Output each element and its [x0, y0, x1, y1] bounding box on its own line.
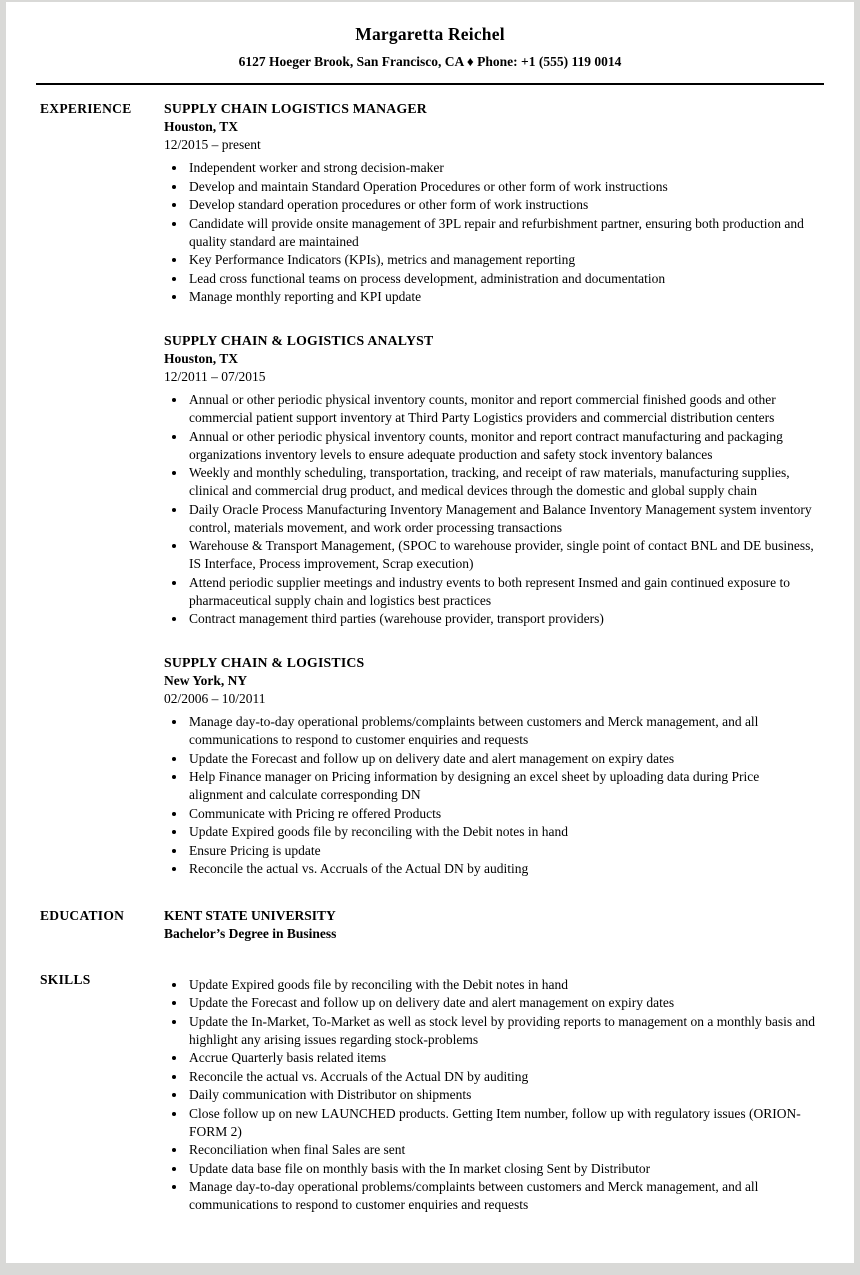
- section-content-education: [164, 907, 820, 943]
- section-label-education: EDUCATION: [40, 907, 125, 923]
- job-bullet-item: • Lead cross functional teams on process development, administration and documentation: [187, 270, 816, 288]
- job-bullet-item: • Update Expired goods file by reconciling with the Debit notes in hand: [187, 823, 816, 841]
- education-school: KENT STATE UNIVERSITY: [164, 907, 336, 923]
- job-location: Houston, TX: [164, 351, 239, 366]
- skill-bullet-item: • Manage day-to-day operational problems/complaints between customers and Merck management, and all communications to respond to customer enquiries and requests: [187, 1178, 816, 1214]
- job-bullet-item: • Ensure Pricing is update: [187, 842, 816, 860]
- section-education: [40, 907, 820, 943]
- job-bullet-item: • Key Performance Indicators (KPIs), metrics and management reporting: [187, 251, 816, 269]
- section-label-skills: SKILLS: [40, 971, 91, 987]
- job-bullet-item: • Develop and maintain Standard Operation Procedures or other form of work instructions: [187, 178, 816, 196]
- job-bullet-list: [164, 391, 816, 628]
- skill-bullet-item: • Reconciliation when final Sales are sent: [187, 1141, 816, 1159]
- header-divider: [36, 83, 824, 85]
- job-bullet-item: • Manage day-to-day operational problems/complaints between customers and Merck management, and all communications to respond to customer enquiries and requests: [187, 713, 816, 749]
- contact-line: 6127 Hoeger Brook, San Francisco, CA ♦ Phone: +1 (555) 119 0014: [238, 54, 622, 69]
- job-bullet-list: [164, 159, 816, 306]
- education-degree: Bachelor’s Degree in Business: [164, 925, 337, 941]
- job-dates: 12/2015 – present: [164, 137, 261, 152]
- section-experience: [40, 100, 820, 879]
- job-bullet-item: • Warehouse & Transport Management, (SPOC to warehouse provider, single point of contact BNL and DE business, IS Interface, Process improvement, Scrap execution): [187, 537, 816, 573]
- job-bullet-item: • Help Finance manager on Pricing information by designing an excel sheet by uploading data during Price alignment and calculate corresponding DN: [187, 768, 816, 804]
- job-entry: [164, 654, 816, 878]
- job-title: SUPPLY CHAIN & LOGISTICS ANALYST: [164, 333, 434, 348]
- skill-bullet-item: • Update data base file on monthly basis with the In market closing Sent by Distributor: [187, 1160, 816, 1178]
- skill-bullet-item: • Update the Forecast and follow up on delivery date and alert management on expiry dates: [187, 994, 816, 1012]
- job-bullet-item: • Contract management third parties (warehouse provider, transport providers): [187, 610, 816, 628]
- job-bullet-item: • Annual or other periodic physical inventory counts, monitor and report contract manufacturing and packaging organizations inventory levels to ensure adequate production and safety stock inventory balances: [187, 428, 816, 464]
- skill-bullet-item: • Daily communication with Distributor on shipments: [187, 1086, 816, 1104]
- job-bullet-item: • Weekly and monthly scheduling, transportation, tracking, and receipt of raw materials, manufacturing supplies, clinical and commercial drug product, and medical devices through the domestic and global supply chain: [187, 464, 816, 500]
- resume-page: [6, 2, 854, 1263]
- skill-bullet-list: [164, 976, 816, 1215]
- job-bullet-item: • Communicate with Pricing re offered Products: [187, 805, 816, 823]
- job-bullet-list: [164, 713, 816, 878]
- job-bullet-item: • Attend periodic supplier meetings and industry events to both represent Insmed and gain continued exposure to pharmaceutical supply chain and logistics best practices: [187, 574, 816, 610]
- resume-header: [40, 24, 820, 70]
- candidate-name: Margaretta Reichel: [355, 24, 505, 44]
- job-entry: [164, 332, 816, 628]
- job-dates: 12/2011 – 07/2015: [164, 369, 266, 384]
- job-location: New York, NY: [164, 673, 248, 688]
- job-bullet-item: • Independent worker and strong decision-maker: [187, 159, 816, 177]
- section-skills: [40, 971, 820, 1215]
- section-label-experience: EXPERIENCE: [40, 101, 132, 116]
- skill-bullet-item: • Update Expired goods file by reconciling with the Debit notes in hand: [187, 976, 816, 994]
- job-bullet-item: • Update the Forecast and follow up on delivery date and alert management on expiry dates: [187, 750, 816, 768]
- resume-body: [40, 100, 820, 1215]
- skill-bullet-item: • Update the In-Market, To-Market as well as stock level by providing reports to management on a monthly basis and highlight any arising issues regarding stock-problems: [187, 1013, 816, 1049]
- skill-bullet-item: • Reconcile the actual vs. Accruals of the Actual DN by auditing: [187, 1068, 816, 1086]
- job-location: Houston, TX: [164, 119, 239, 134]
- section-content-experience: [164, 100, 820, 879]
- section-content-skills: [164, 971, 820, 1215]
- job-title: SUPPLY CHAIN LOGISTICS MANAGER: [164, 101, 427, 116]
- job-bullet-item: • Annual or other periodic physical inventory counts, monitor and report commercial finished goods and other commercial patient support inventory at Third Party Logistics providers and commercial distribution centers: [187, 391, 816, 427]
- job-bullet-item: • Manage monthly reporting and KPI update: [187, 288, 816, 306]
- job-dates: 02/2006 – 10/2011: [164, 691, 266, 706]
- job-bullet-item: • Daily Oracle Process Manufacturing Inventory Management and Balance Inventory Management system inventory control, materials movement, and work order processing transactions: [187, 501, 816, 537]
- skill-bullet-item: • Close follow up on new LAUNCHED products. Getting Item number, follow up with regulatory issues (ORION-FORM 2): [187, 1105, 816, 1141]
- job-bullet-item: • Candidate will provide onsite management of 3PL repair and refurbishment partner, ensuring both production and quality standard are maintained: [187, 215, 816, 251]
- skill-bullet-item: • Accrue Quarterly basis related items: [187, 1049, 816, 1067]
- job-bullet-item: • Reconcile the actual vs. Accruals of the Actual DN by auditing: [187, 860, 816, 878]
- job-title: SUPPLY CHAIN & LOGISTICS: [164, 655, 365, 670]
- job-bullet-item: • Develop standard operation procedures or other form of work instructions: [187, 196, 816, 214]
- job-entry: [164, 100, 816, 306]
